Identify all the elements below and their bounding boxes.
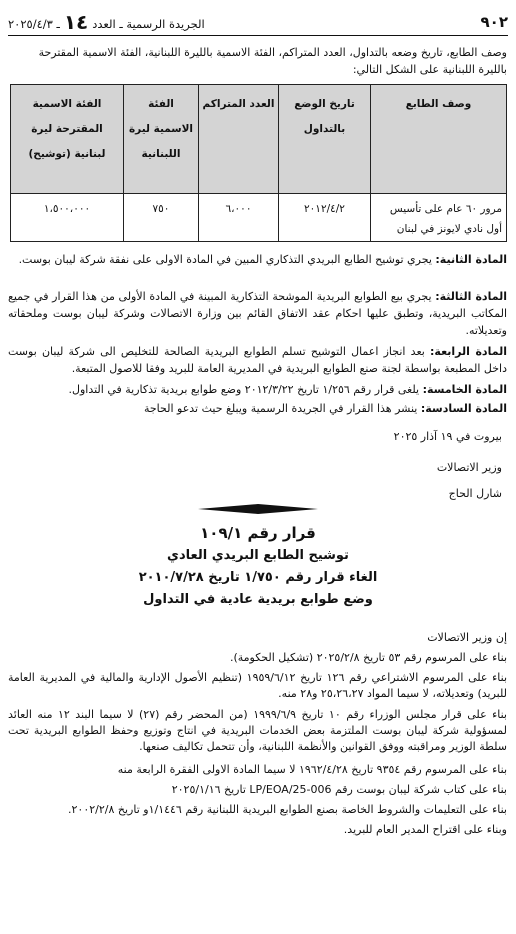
table-header-row (11, 85, 507, 194)
page-header (8, 9, 508, 34)
basis-3: بناء على قرار مجلس الوزراء رقم ١٠ تاريخ ١٩٩٩/٦/٩ (من المحضر رقم (٢٧) لا سيما البند ١٢ منه العائد لمسؤولية شركة ليبان بوست الملتزمة بعض الخدمات البريدية في انتاج وتوزيع وحفظ الطوابع البريدية تحت سلطة الوزير ومراقبته ووفق القوانين والأنظمة اللبنانية، وأن تتحمل تكاليف صنعها. (8, 708, 507, 753)
decision-line-1: توشيح الطابع البريدي العادي (167, 548, 349, 563)
basis-5: بناء على كتاب شركة ليبان بوست رقم LP/EOA/25-006 تاريخ ٢٠٢٥/١/١٦ (171, 783, 507, 796)
cell-description: مرور ٦٠ عام على تأسيس أول نادي لايونز في لبنان (371, 194, 507, 242)
decision-line-3: وضع طوابع بريدية عادية في التداول (143, 592, 373, 607)
decision-number: قرار رقم ١٠٩/١ (200, 524, 316, 542)
article-3: المادة الثالثة: يجري بيع الطوابع البريدية الموشحة التذكارية المبينة في المادة الأولى من هذا القرار في جميع المكاتب البريدية، وتطبق عليها احكام عقد الاتفاق القائم بين وزارة الاتصالات وشركة ليبان بوست وملحقاته وتعديلاته. (8, 290, 507, 337)
header-face-value: الفئة الاسمية ليرة اللبنانية (124, 85, 199, 194)
cell-face-value: ٧٥٠ (124, 194, 199, 242)
article-6: المادة السادسة: ينشر هذا القرار في الجريدة الرسمية ويبلغ حيث تدعو الحاجة (143, 402, 507, 415)
signature-name: شارل الحاج (448, 487, 502, 500)
article-2: المادة الثانية: يجري توشيح الطابع البريدي التذكاري المبين في المادة الاولى على نفقة شركة ليبان بوست. (18, 253, 507, 266)
article-5: المادة الخامسة: يلغى قرار رقم ١/٢٥٦ تاريخ ٢٠١٢/٣/٢٢ وضع طوابع بريدية تذكارية في التداول. (68, 383, 507, 396)
header-stamp-description: وصف الطابع (371, 85, 507, 194)
header-circulation-date: تاريخ الوضع بالتداول (279, 85, 371, 194)
decision-line-2: الغاء قرار رقم ١/٧٥٠ تاريخ ٢٠١٠/٧/٢٨ (138, 570, 378, 585)
table-row (11, 194, 507, 242)
issue-number: ١٤ (63, 10, 89, 34)
signature-title: وزير الاتصالات (436, 461, 502, 474)
header-rule (8, 35, 508, 36)
stamp-table (10, 84, 507, 242)
issue-date: ـ ٢٠٢٥/٤/٣ (8, 17, 60, 31)
minister-line: إن وزير الاتصالات (427, 631, 507, 644)
cell-proposed-value: ١،٥٠٠،٠٠٠ (11, 194, 124, 242)
cell-date: ٢٠١٢/٤/٢ (279, 194, 371, 242)
section-divider (198, 504, 318, 514)
header-center (8, 10, 205, 34)
basis-7: وبناء على اقتراح المدير العام للبريد. (343, 823, 507, 836)
gazette-name: الجريدة الرسمية ـ العدد (92, 17, 205, 31)
cell-count: ٦،٠٠٠ (199, 194, 279, 242)
header-proposed-value: الفئة الاسمية المقترحة ليرة لبنانية (توشيح) (11, 85, 124, 194)
intro-paragraph: وصف الطابع، تاريخ وضعه بالتداول، العدد المتراكم، الفئة الاسمية بالليرة اللبنانية، الفئة الاسمية المقترحة بالليرة اللبنانية على الشكل التالي: (38, 46, 507, 76)
signature-place-date: بيروت في ١٩ آذار ٢٠٢٥ (393, 430, 502, 443)
basis-4: بناء على المرسوم رقم ٩٣٥٤ تاريخ ١٩٦٢/٤/٢٨ لا سيما المادة الاولى الفقرة الرابعة منه (117, 763, 507, 776)
header-cumulative-count: العدد المتراكم (199, 85, 279, 194)
basis-6: بناء على التعليمات والشروط الخاصة بصنع الطوابع البريدية اللبنانية رقم ١/١٤٤٦و تاريخ ٢٠٠٢/٢/٨. (68, 803, 507, 816)
basis-2: بناء على المرسوم الاشتراعي رقم ١٢٦ تاريخ ١٩٥٩/٦/١٢ (تنظيم الأصول الإدارية والمالية في المديرية العامة للبريد) وتعديلاته، لا سيما المواد ٢٥،٢٦،٢٧ و٢٨ منه. (8, 671, 508, 700)
article-4: المادة الرابعة: بعد انجاز اعمال التوشيح تسلم الطوابع البريدية الصالحة للتخليص الى شركة ليبان بوست داخل المطبعة بواسطة لجنة صنع الطوابع البريدية في المديرية العامة للبريد وفقا للاصول المتبعة. (8, 345, 507, 375)
page-number: ٩٠٢ (480, 13, 508, 31)
basis-1: بناء على المرسوم رقم ٥٣ تاريخ ٢٠٢٥/٢/٨ (تشكيل الحكومة). (229, 651, 507, 664)
